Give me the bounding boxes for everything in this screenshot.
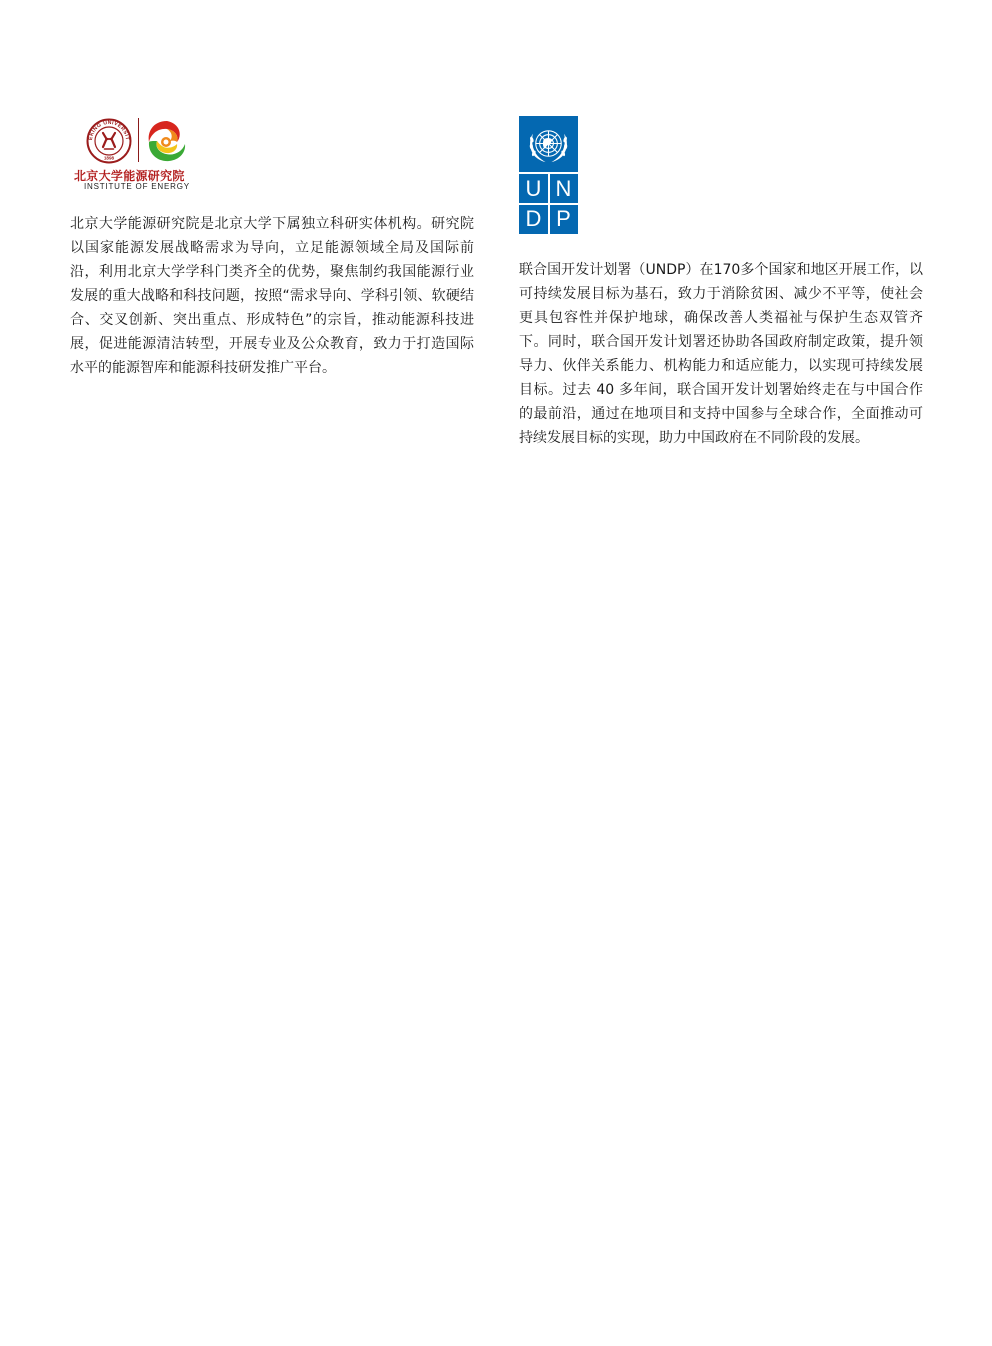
institute-name-zh: 北京大学能源研究院 <box>74 169 185 183</box>
pku-ioe-description: 北京大学能源研究院是北京大学下属独立科研实体机构。研究院以国家能源发展战略需求为导向，立足能源领域全局及国际前沿，利用北京大学学科门类齐全的优势，聚焦制约我国能源行业发展的重大战略和科技问题，按照“需求导向、学科引领、软硬结合、交叉创新、突出重点、形成特色”的宗旨，推动能源科技进展，促进能源清洁转型，开展专业及公众教育，致力于打造国际水平的能源智库和能源科技研发推广平台。 <box>70 216 474 376</box>
undp-description: 联合国开发计划署（UNDP）在170多个国家和地区开展工作，以可持续发展目标为基石，致力于消除贫困、减少不平等，使社会更具包容性并保护地球，确保改善人类福祉与保护生态双管齐下。同时，联合国开发计划署还协助各国政府制定政策，提升领导力、伙伴关系能力、机构能力和适应能力，以实现可持续发展目标。过去 40 多年间，联合国开发计划署始终走在与中国合作的最前沿，通过在地项目和支持中国参与全球合作，全面推动可持续发展目标的实现，助力中国政府在不同阶段的发展。 <box>519 262 923 446</box>
undp-section <box>519 116 923 450</box>
undp-logo <box>519 116 578 234</box>
undp-letter-n: N <box>555 176 572 201</box>
pku-ioe-logo <box>72 116 212 192</box>
undp-letter-p: P <box>556 206 571 231</box>
svg-text:PEKING UNIVERSITY <box>86 118 130 141</box>
un-emblem-icon <box>524 120 573 169</box>
logo-divider <box>138 118 139 162</box>
institute-name-en: INSTITUTE OF ENERGY <box>84 182 190 191</box>
seal-year: 1898 <box>103 155 115 161</box>
seal-text: EKING UNIVERSIT <box>87 119 131 141</box>
institute-of-energy-mark-icon <box>144 118 190 164</box>
peking-university-seal-icon <box>86 118 132 164</box>
undp-letter-d: D <box>525 206 542 231</box>
undp-letter-u: U <box>525 176 542 201</box>
pku-ioe-section <box>70 116 474 380</box>
